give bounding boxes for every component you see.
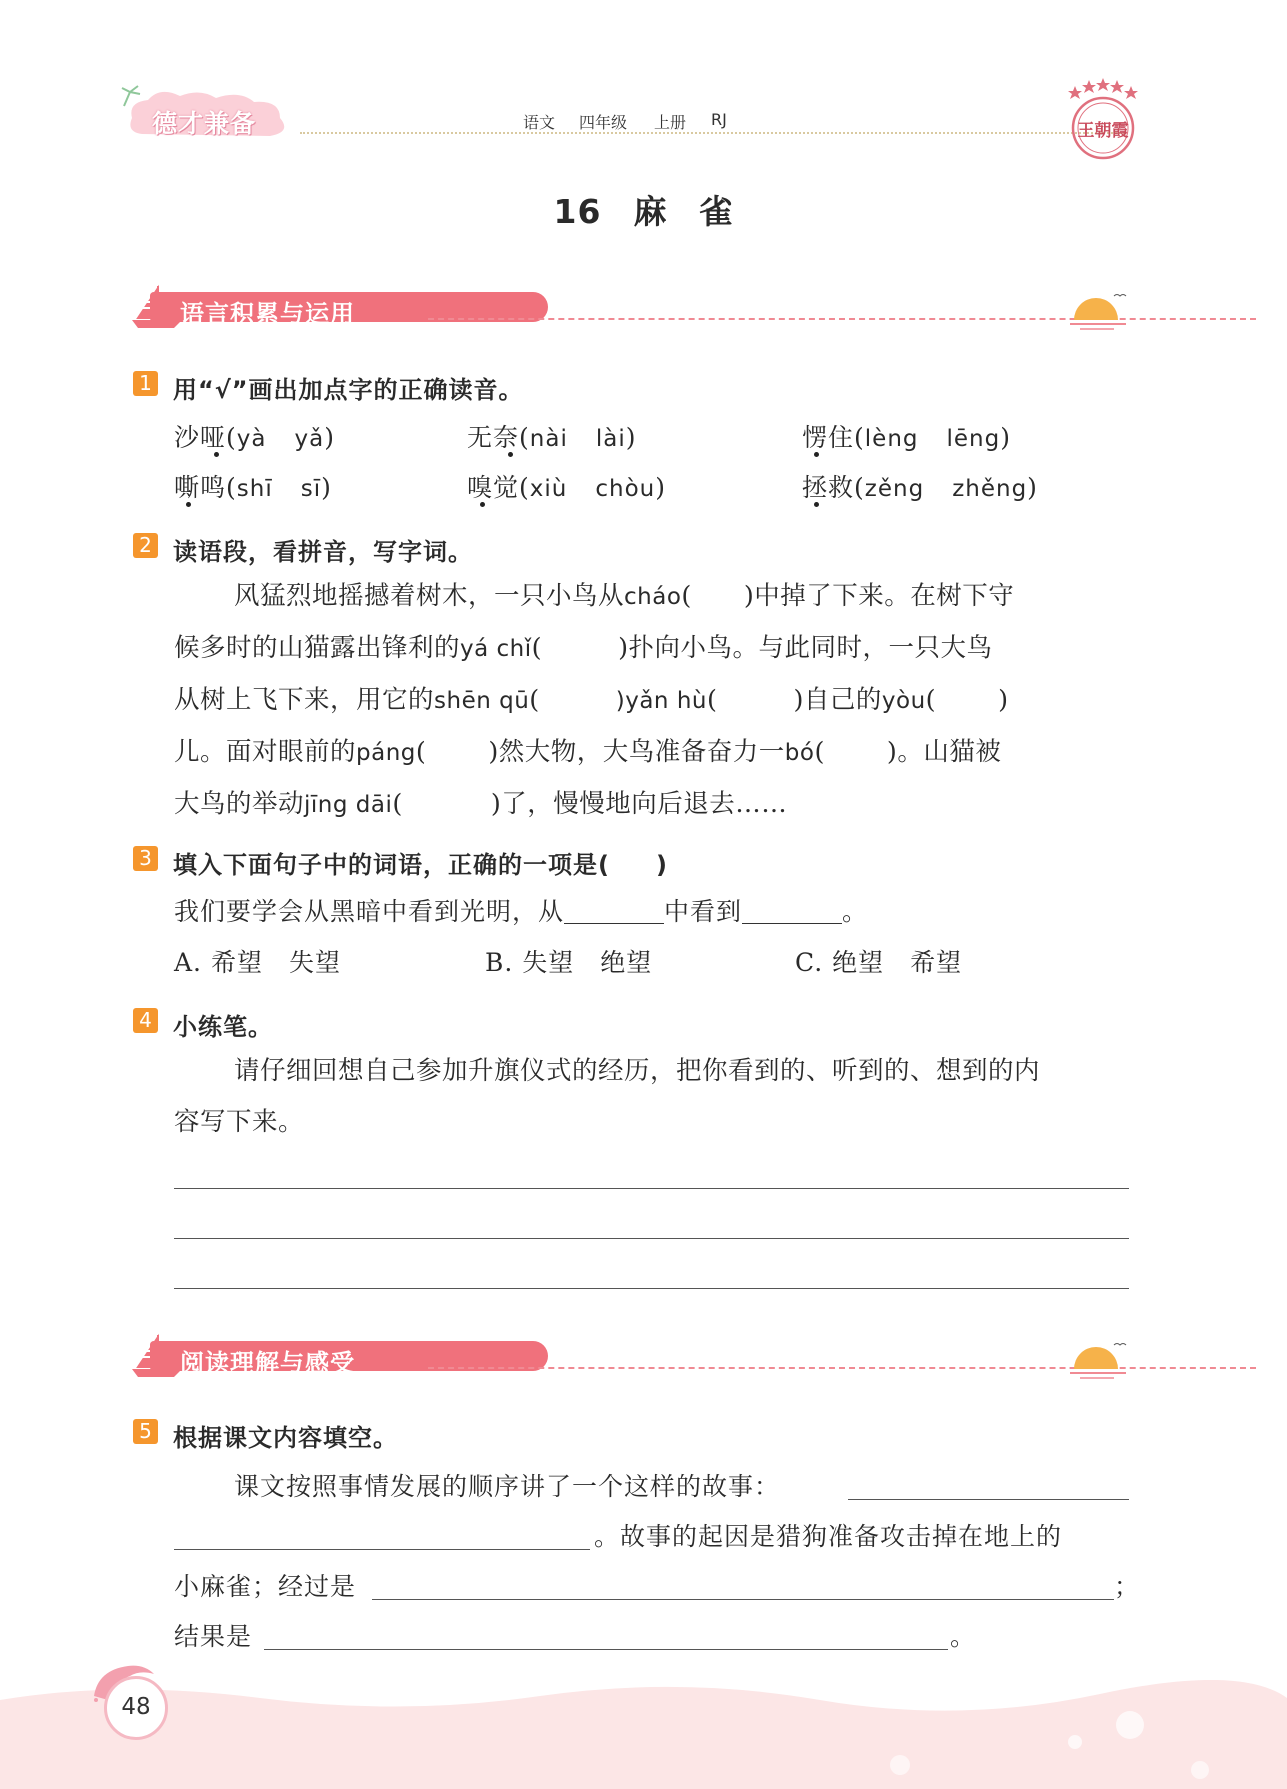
sunset-icon (1068, 290, 1128, 332)
question-4-title: 小练笔。 (173, 1013, 273, 1041)
q5-line-3-end: ； (1114, 1572, 1141, 1601)
q1-word: 拯救 (802, 473, 855, 502)
page-number: 48 (104, 1676, 168, 1740)
section-banner-1 (128, 282, 1128, 332)
question-1-number: 1 (133, 371, 158, 396)
pinyin-option[interactable]: zhěng (952, 476, 1028, 502)
header-divider (300, 132, 1125, 134)
pinyin-option[interactable]: yà (236, 426, 267, 452)
q1-item-4: 嘶鸣(shī sī) (174, 473, 332, 502)
pinyin-cue: shēn qū (434, 688, 530, 714)
pinyin-cue: páng (356, 740, 416, 766)
pinyin-cue: )yǎn hù (615, 688, 707, 714)
header-grade: 四年级 (579, 113, 628, 132)
q2-line-5: 大鸟的举动jīng dāi( )了，慢慢地向后退去…… (174, 789, 788, 819)
lesson-char-1: 麻 (633, 192, 668, 231)
q2-paragraph (174, 571, 1132, 831)
q1-item-2: 无奈(nài lài) (467, 423, 637, 452)
q4-prompt (174, 1046, 1132, 1148)
q1-word: 嘶鸣 (174, 473, 227, 502)
fill-blank[interactable] (372, 1599, 1114, 1600)
pinyin-option[interactable]: lēng (946, 426, 1001, 452)
question-5-title: 根据课文内容填空。 (173, 1424, 398, 1452)
header-subject: 语文 (523, 113, 556, 132)
lesson-char-2: 雀 (699, 192, 734, 231)
emphasis-dot (508, 452, 513, 457)
emphasis-dot (814, 502, 819, 507)
header-volume: 上册 (654, 113, 687, 132)
q5-line-3: 小麻雀；经过是 (174, 1572, 357, 1601)
q5-line-4: 结果是 (174, 1622, 253, 1651)
q1-word: 无奈 (467, 423, 520, 452)
q2-line-2: 候多时的山猫露出锋利的yá chǐ( )扑向小鸟。与此同时，一只大鸟 (174, 633, 993, 663)
q1-word: 愣住 (802, 423, 855, 452)
question-3-number: 3 (133, 846, 158, 871)
seal-name: 王朝霞 (1077, 121, 1129, 141)
q4-prompt-line-2: 容写下来。 (174, 1107, 305, 1137)
question-3-title: 填入下面句子中的词语，正确的一项是( ) (173, 851, 668, 879)
emphasis-dot (480, 502, 485, 507)
writing-line[interactable] (174, 1288, 1129, 1289)
lesson-title (0, 186, 1287, 233)
q2-line-4: 儿。面对眼前的páng( )然大物，大鸟准备奋力一bó( )。山猫被 (174, 737, 1002, 767)
q3-option-c[interactable]: C. 绝望 希望 (795, 948, 963, 977)
question-2-number: 2 (133, 533, 158, 558)
fill-blank[interactable] (174, 1549, 590, 1550)
pinyin-cue: yá chǐ (460, 636, 532, 662)
q3-sentence: 我们要学会从黑暗中看到光明，从 中看到 。 (174, 897, 869, 926)
pinyin-option[interactable]: zěng (864, 476, 925, 502)
emphasis-dot (214, 452, 219, 457)
question-4-number: 4 (133, 1008, 158, 1033)
sunset-icon (1068, 1339, 1128, 1381)
seal-stamp-icon (1061, 76, 1145, 166)
q3-option-b[interactable]: B. 失望 绝望 (485, 948, 653, 977)
section-title-1: 语言积累与运用 (180, 300, 355, 328)
fill-blank[interactable] (264, 1649, 948, 1650)
pinyin-cue: cháo (624, 584, 682, 610)
pinyin-cue: jīng dāi (304, 792, 393, 818)
fill-blank[interactable] (742, 897, 842, 924)
emphasis-dot (814, 452, 819, 457)
section-banner-2 (128, 1331, 1128, 1381)
pinyin-option[interactable]: chòu (595, 476, 656, 502)
writing-line[interactable] (174, 1188, 1129, 1189)
section-title-2: 阅读理解与感受 (180, 1349, 355, 1377)
brand-logo (120, 84, 298, 144)
q1-item-5: 嗅觉(xiù chòu) (467, 473, 667, 502)
pinyin-cue: yòu (881, 688, 926, 714)
emphasis-dot (186, 502, 191, 507)
writing-line[interactable] (174, 1238, 1129, 1239)
pinyin-option[interactable]: yǎ (294, 426, 325, 452)
q2-line-3: 从树上飞下来，用它的shēn qū( )yǎn hù( )自己的yòu( ) (174, 685, 1009, 715)
question-5-number: 5 (133, 1419, 158, 1444)
q1-item-1: 沙哑(yà yǎ) (174, 423, 335, 452)
fill-blank[interactable] (848, 1499, 1129, 1500)
q5-line-4-end: 。 (950, 1622, 977, 1651)
pinyin-cue: bó (784, 740, 815, 766)
fill-blank[interactable] (564, 897, 664, 924)
pinyin-option[interactable]: xiù (529, 476, 568, 502)
pinyin-option[interactable]: lài (595, 426, 626, 452)
pinyin-option[interactable]: shī (236, 476, 273, 502)
pinyin-option[interactable]: nài (529, 426, 568, 452)
footer-wave (0, 1680, 1287, 1789)
header-edition: RJ (711, 110, 727, 129)
question-2-title: 读语段，看拼音，写字词。 (173, 538, 473, 566)
q5-line-2: 。故事的起因是猎狗准备攻击掉在地上的 (594, 1522, 1063, 1551)
brand-title: 德才兼备 (152, 109, 257, 138)
q5-line-1: 课文按照事情发展的顺序讲了一个这样的故事： (234, 1472, 781, 1501)
q3-option-a[interactable]: A. 希望 失望 (174, 948, 341, 977)
q1-word: 沙哑 (174, 423, 227, 452)
q2-line-1: 风猛烈地摇撼着树木，一只小鸟从cháo( )中掉了下来。在树下守 (234, 581, 1015, 611)
q1-item-3: 愣住(lèng lēng) (802, 423, 1011, 452)
pinyin-option[interactable]: lèng (864, 426, 919, 452)
question-1-title: 用“√”画出加点字的正确读音。 (173, 376, 524, 404)
q4-prompt-line-1: 请仔细回想自己参加升旗仪式的经历，把你看到的、听到的、想到的内 (234, 1056, 1041, 1086)
lesson-number: 16 (553, 192, 602, 231)
author-seal (1061, 76, 1145, 166)
q1-item-6: 拯救(zěng zhěng) (802, 473, 1038, 502)
pinyin-option[interactable]: sī (300, 476, 322, 502)
q1-word: 嗅觉 (467, 473, 520, 502)
